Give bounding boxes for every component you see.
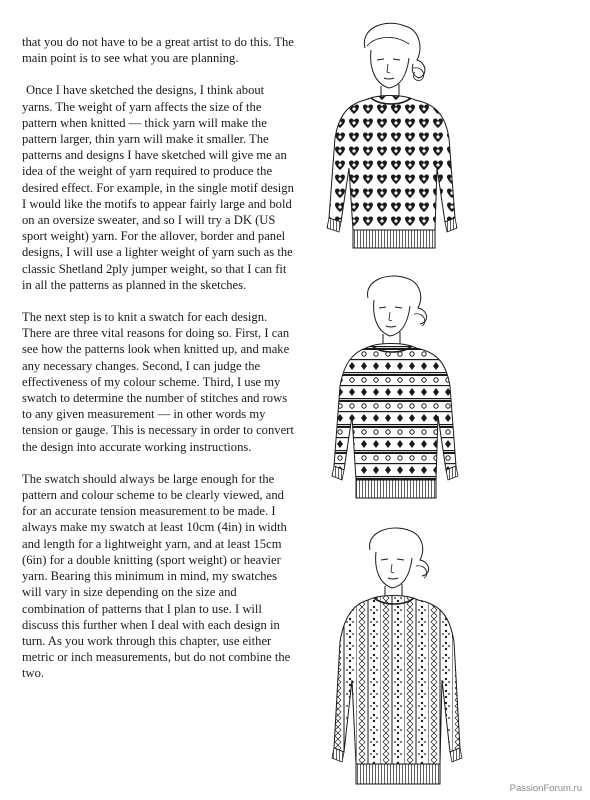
body-text-column <box>22 34 297 698</box>
panel-sweater-sketch <box>308 520 483 795</box>
single-motif-sweater-sketch <box>305 18 475 258</box>
paragraph-2: Once I have sketched the designs, I think about yarns. The weight of yarn affects the size of the pattern when knitted — thick yarn will make the pattern larger, thin yarn will make it smaller. The patterns and designs I have sketched will give me an idea of the weight of yarn required to produce the desired effect. For example, in the single motif design I would like the motifs to appear fairly large and bold on an oversize sweater, and so I will try a DK (US sport weight) yarn. For the allover, border and panel designs, I will use a lighter weight of yarn such as the classic Shetland 2ply jumper weight, so that I can fit in all the patterns as planned in the sketches. <box>22 83 294 292</box>
paragraph-1: that you do not have to be a great artist to do this. The main point is to see what you are planning. <box>22 35 294 66</box>
watermark: PassionForum.ru <box>509 783 582 794</box>
border-sweater-sketch <box>310 270 475 510</box>
paragraph-4: The swatch should always be large enough for the pattern and colour scheme to be clearly viewed, and for an accurate tension measurement to be made. I always make my swatch at least 10cm (4in) in width and length for a lightweight yarn, and at least 15cm (6in) for a double knitting (sport weight) or heavier yarn. Bearing this minimum in mind, my swatches will vary in size depending on the size and combination of patterns that I plan to use. I will discuss this further when I deal with each design in turn. As you work through this chapter, use either metric or inch measurements, but do not combine the two. <box>22 471 291 681</box>
paragraph-3: The next step is to knit a swatch for each design. There are three vital reasons for doing so. First, I can see how the patterns look when knitted up, and make any necessary changes. Second, I can judge the effectiveness of my colour scheme. Third, I use my swatch to determine the number of stitches and rows to any given measurement — in other words my tension or gauge. This is necessary in order to convert the design into accurate working instructions. <box>22 310 294 454</box>
